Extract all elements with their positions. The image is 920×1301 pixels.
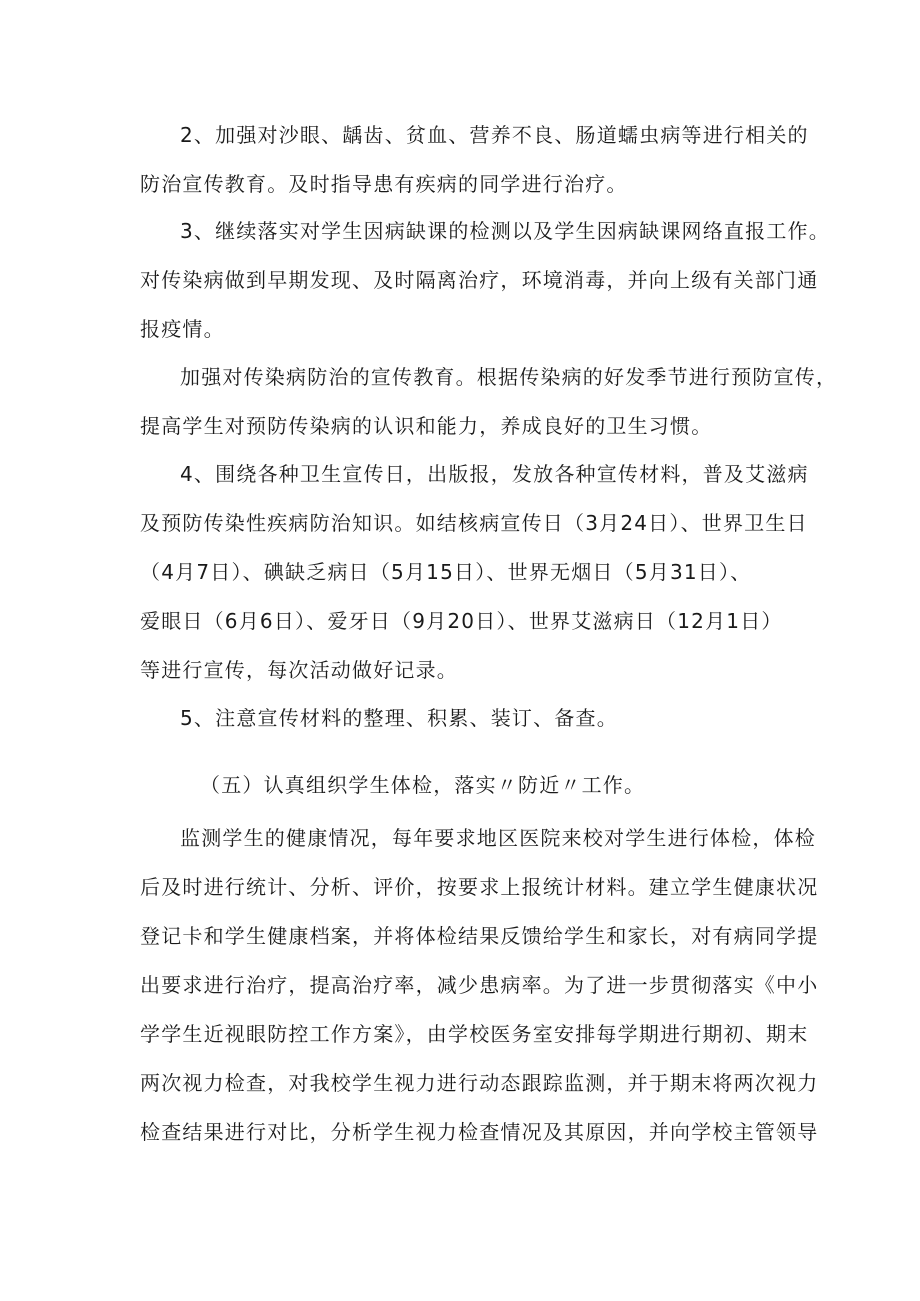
text-line: 防治宣传教育。及时指导患有疾病的同学进行治疗。 [140,172,628,196]
text-line: 3、继续落实对学生因病缺课的检测以及学生因病缺课网络直报工作。 [180,219,830,243]
text-line: 检查结果进行对比，分析学生视力检查情况及其原因，并向学校主管领导 [140,1120,819,1144]
text-line: 出要求进行治疗，提高治疗率，减少患病率。为了进一步贯彻落实《中小 [140,973,819,997]
text-line: 2、加强对沙眼、龋齿、贫血、营养不良、肠道蠕虫病等进行相关的 [180,123,809,147]
text-line: 5、注意宣传材料的整理、积累、装订、备查。 [180,706,618,730]
section-title: （五）认真组织学生体检，落实〃防近〃工作。 [200,773,646,797]
paragraph-item-2 [140,111,809,209]
text-line: （4月7日）、碘缺乏病日（5月15日）、世界无烟日（5月31日）、 [140,560,752,584]
text-line: 等进行宣传，每次活动做好记录。 [140,658,458,682]
paragraph-item-4 [140,450,809,695]
text-line: 学学生近视眼防控工作方案》，由学校医务室安排每学期进行期初、期末 [140,1022,809,1046]
text-line: 及预防传染性疾病防治知识。如结核病宣传日（3月24日）、世界卫生日 [140,511,808,535]
text-line: 爱眼日（6月6日）、爱牙日（9月20日）、世界艾滋病日（12月1日） [140,609,783,633]
paragraph-infectious-education [140,353,838,451]
text-line: 4、围绕各种卫生宣传日，出版报，发放各种宣传材料，普及艾滋病 [180,462,809,486]
paragraph-health-monitoring [140,814,819,1157]
text-line: 后及时进行统计、分析、评价，按要求上报统计材料。建立学生健康状况 [140,875,819,899]
paragraph-item-3 [140,207,830,354]
text-line: 登记卡和学生健康档案，并将体检结果反馈给学生和家长，对有病同学提 [140,924,819,948]
text-line: 两次视力检查，对我校学生视力进行动态跟踪监测，并于期末将两次视力 [140,1071,819,1095]
paragraph-item-5 [140,694,792,743]
text-line: 报疫情。 [140,317,225,341]
text-line: 提高学生对预防传染病的认识和能力，养成良好的卫生习惯。 [140,414,713,438]
text-line: 监测学生的健康情况，每年要求地区医院来校对学生进行体检，体检 [180,826,816,850]
section-heading [140,761,792,810]
text-line: 加强对传染病防治的宣传教育。根据传染病的好发季节进行预防宣传， [180,365,838,389]
text-line: 对传染病做到早期发现、及时隔离治疗，环境消毒，并向上级有关部门通 [140,268,819,292]
